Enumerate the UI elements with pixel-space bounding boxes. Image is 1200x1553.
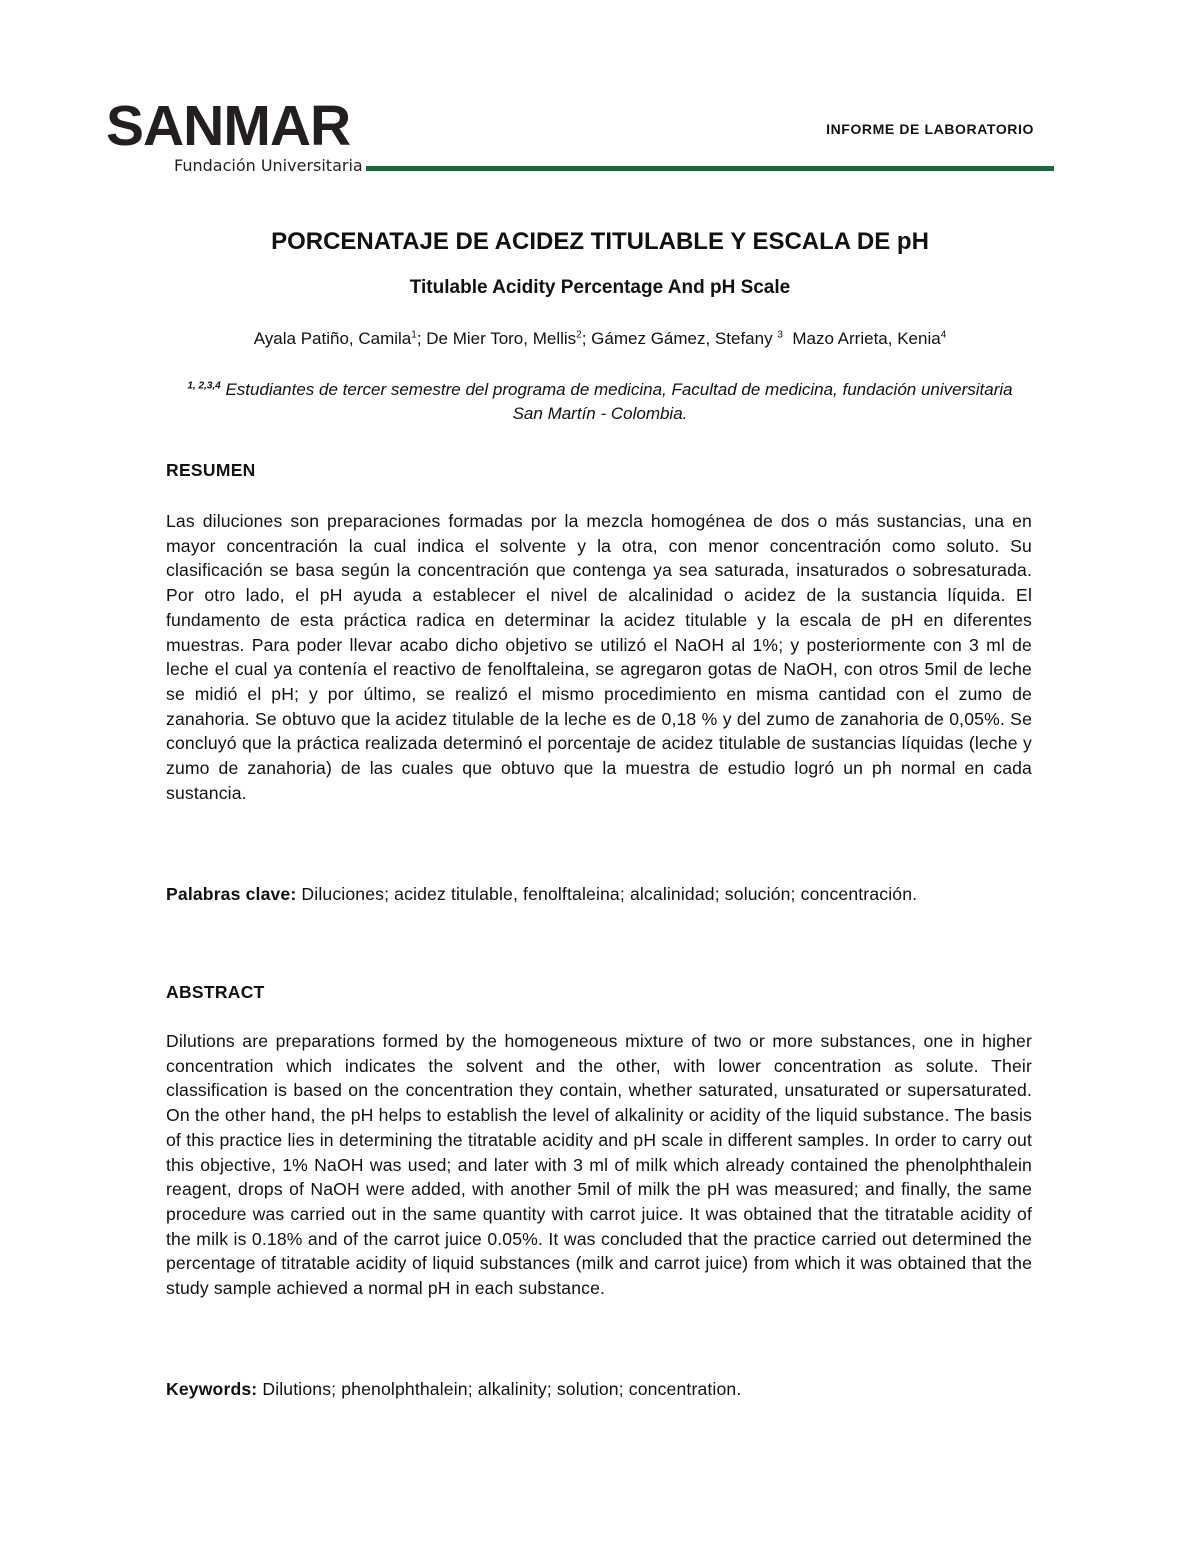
author-separator: ;	[581, 329, 592, 348]
author-separator: ;	[416, 329, 427, 348]
author-name: Ayala Patiño, Camila	[253, 329, 412, 348]
palabras-clave	[166, 882, 1032, 907]
author-affiliation-mark: 3	[777, 329, 783, 341]
author-affiliation-mark: 4	[940, 329, 947, 341]
palabras-clave-values: Diluciones; acidez titulable, fenolftaleina; alcalinidad; solución; concentración.	[296, 884, 918, 904]
author-list	[0, 326, 1200, 352]
keywords-values: Dilutions; phenolphthalein; alkalinity; solution; concentration.	[257, 1379, 742, 1399]
abstract-heading: ABSTRACT	[166, 982, 265, 1002]
abstract-body: Dilutions are preparations formed by the homogeneous mixture of two or more substances, one in higher concentration which indicates the solvent and the other, with lower concentration as solute. Their classification is based on the concentration they contain, whether saturated, unsaturated or supersaturated. On the other hand, the pH helps to establish the level of alkalinity or acidity of the liquid substance. The basis of this practice lies in determining the titratable acidity and pH scale in different samples. In order to carry out this objective, 1% NaOH was used; and later with 3 ml of milk which already contained the phenolphthalein reagent, drops of NaOH were added, with another 5mil of milk the pH was measured; and finally, the same procedure was carried out in the same quantity with carrot juice. It was obtained that the titratable acidity of the milk is 0.18% and of the carrot juice 0.05%. It was concluded that the practice carried out determined the percentage of titratable acidity of liquid substances (milk and carrot juice) from which it was obtained that the study sample achieved a normal pH in each substance.	[166, 1031, 1032, 1299]
author-name: Gámez Gámez, Stefany	[591, 329, 778, 348]
keywords-label: Keywords:	[166, 1379, 258, 1399]
author-separator	[783, 329, 792, 348]
logo-subtitle: Fundación Universitaria	[174, 156, 363, 175]
resumen-body: Las diluciones son preparaciones formadas por la mezcla homogénea de dos o más sustancias, una en mayor concentración la cual indica el solvente y la otra, con menor concentración como soluto. Su clasificación se basa según la concentración que contenga ya sea saturada, insaturados o sobresaturada. Por otro lado, el pH ayuda a establecer el nivel de alcalinidad o acidez de la sustancia líquida. El fundamento de esta práctica radica en determinar la acidez titulable y la escala de pH en diferentes muestras. Para poder llevar acabo dicho objetivo se utilizó el NaOH al 1%; y posteriormente con 3 ml de leche el cual ya contenía el reactivo de fenolftaleina, se agregaron gotas de NaOH, con otros 5mil de leche se midió el pH; y por último, se realizó el mismo procedimiento en misma cantidad con el zumo de zanahoria. Se obtuvo que la acidez titulable de la leche es de 0,18 % y del zumo de zanahoria de 0,05%. Se concluyó que la práctica realizada determinó el porcentaje de acidez titulable de sustancias líquidas (leche y zumo de zanahoria) de las cuales que obtuvo que la muestra de estudio logró un ph normal en cada sustancia.	[166, 511, 1032, 803]
palabras-clave-label: Palabras clave:	[166, 884, 297, 904]
affiliation-marks: 1, 2,3,4	[187, 380, 221, 392]
keywords	[166, 1377, 1032, 1402]
author-affiliation-mark: 2	[576, 329, 582, 341]
logo-wordmark: SANMAR	[106, 94, 351, 158]
author-affiliation-mark: 1	[411, 329, 417, 341]
paper-title: PORCENATAJE DE ACIDEZ TITULABLE Y ESCALA DE pH	[271, 228, 929, 255]
author-name: De Mier Toro, Mellis	[426, 329, 577, 348]
header-divider	[366, 166, 1054, 171]
paper-subtitle: Titulable Acidity Percentage And pH Scale	[409, 277, 791, 298]
logo	[106, 96, 366, 186]
resumen-heading: RESUMEN	[166, 460, 256, 480]
affiliation	[170, 378, 1030, 426]
affiliation-text: Estudiantes de tercer semestre del programa de medicina, Facultad de medicina, fundación universitaria San Martín - Colombia.	[225, 380, 1013, 423]
author-name: Mazo Arrieta, Kenia	[792, 329, 941, 348]
report-type-label: INFORME DE LABORATORIO	[826, 121, 1034, 137]
